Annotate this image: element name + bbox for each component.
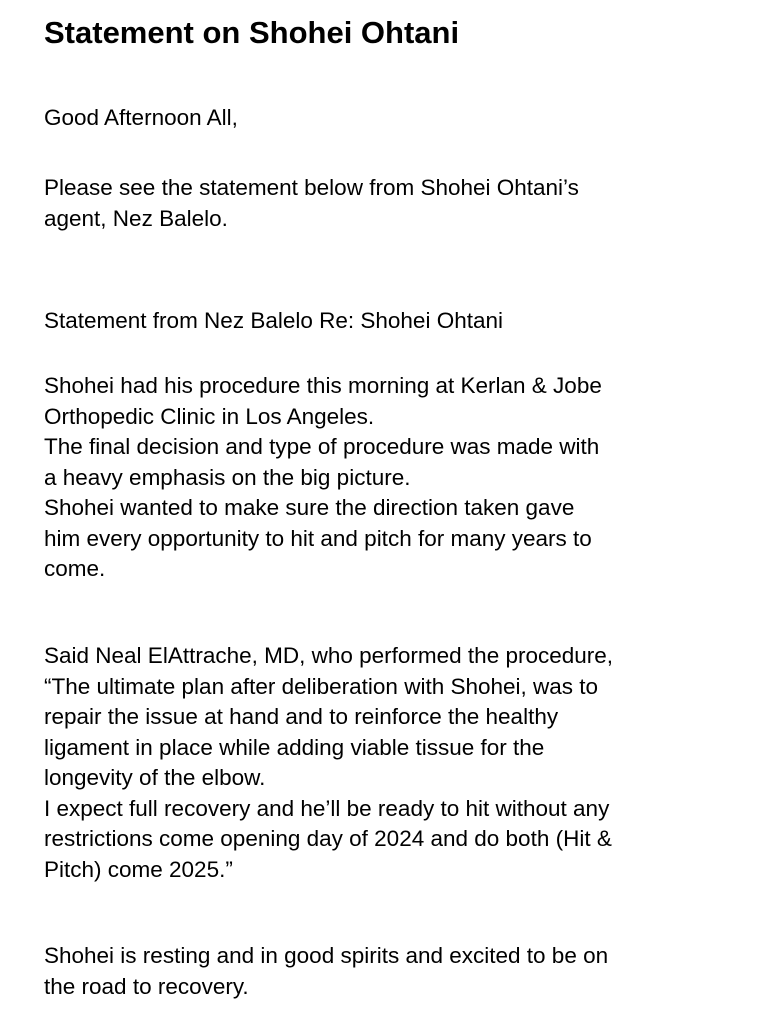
text-line: ligament in place while adding viable tissue for the [44,734,545,760]
document-title: Statement on Shohei Ohtani [44,15,460,50]
text-line: agent, Nez Balelo. [44,205,228,231]
text-line: I expect full recovery and he’ll be ready to hit without any [44,795,610,821]
text-line: The final decision and type of procedure was made with [44,434,600,459]
text-line: Please see the statement below from Shohei Ohtani’s [44,175,579,200]
text-line: a heavy emphasis on the big picture. [44,464,411,490]
procedure-paragraph [44,371,602,585]
text-line: Shohei is resting and in good spirits and excited to be on [44,943,609,968]
statement-heading: Statement from Nez Balelo Re: Shohei Ohtani [44,308,503,333]
text-line: “The ultimate plan after deliberation with Shohei, was to [44,673,599,699]
text-line: him every opportunity to hit and pitch for many years to [44,525,592,551]
text-line: restrictions come opening day of 2024 and do both (Hit & [44,826,612,851]
text-line: the road to recovery. [44,973,249,999]
text-line: Pitch) come 2025.” [44,856,233,882]
doctor-quote-paragraph [44,641,613,885]
text-line: repair the issue at hand and to reinforce the healthy [44,704,559,729]
greeting: Good Afternoon All, [44,105,238,130]
text-line: come. [44,556,106,581]
text-line: Orthopedic Clinic in Los Angeles. [44,403,375,429]
closing-paragraph [44,941,608,1002]
text-line: longevity of the elbow. [44,765,266,790]
intro-paragraph [44,173,579,234]
text-line: Shohei wanted to make sure the direction taken gave [44,495,575,520]
text-line: Said Neal ElAttrache, MD, who performed the procedure, [44,643,614,668]
text-line: Shohei had his procedure this morning at Kerlan & Jobe [44,373,602,398]
